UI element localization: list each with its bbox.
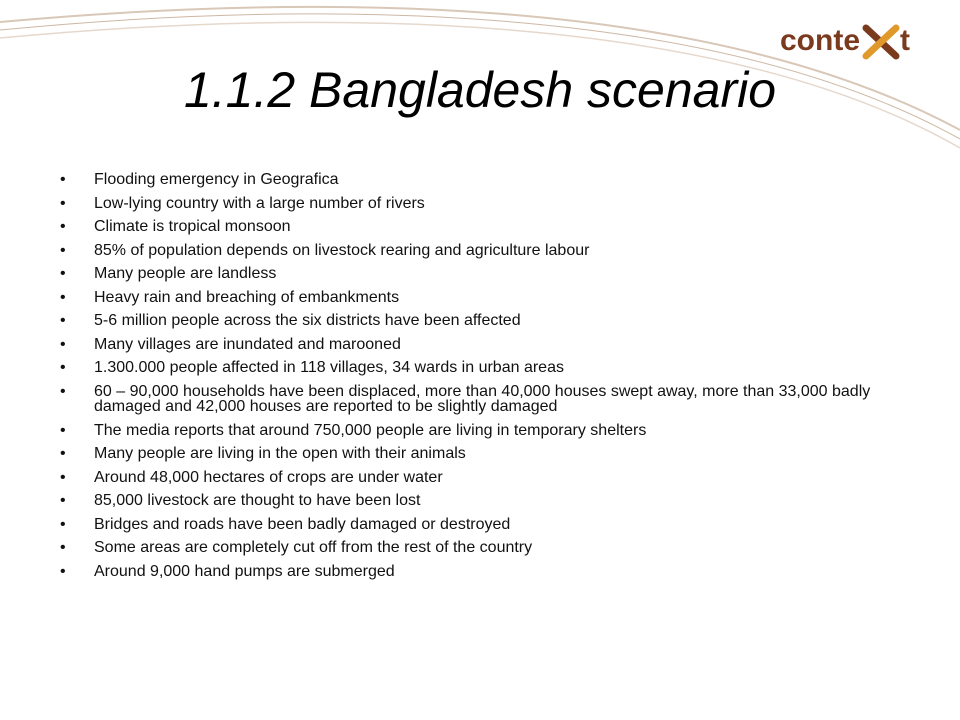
- bullet-dot: •: [60, 468, 66, 486]
- bullet-text: Bridges and roads have been badly damaged or destroyed: [94, 515, 511, 533]
- bullet-dot: •: [60, 515, 66, 533]
- bullet-text: 85% of population depends on livestock rearing and agriculture labour: [94, 241, 590, 259]
- bullet-item: [60, 540, 880, 556]
- bullet-dot: •: [60, 241, 66, 259]
- bullet-dot: •: [60, 335, 66, 353]
- bullet-item: [60, 470, 880, 486]
- bullet-item: [60, 313, 880, 329]
- bullet-dot: •: [60, 359, 66, 376]
- bullet-dot: •: [60, 421, 66, 439]
- bullet-dot: •: [60, 539, 66, 556]
- bullet-dot: •: [60, 382, 66, 400]
- bullet-item: [60, 360, 880, 376]
- bullet-text: 85,000 livestock are thought to have been lost: [94, 492, 421, 509]
- bullet-item: [60, 290, 880, 306]
- logo-text-conte: conte: [780, 24, 861, 57]
- slide-title: 1.1.2 Bangladesh scenario: [183, 62, 777, 118]
- bullet-item: [60, 219, 880, 235]
- bullet-text: Heavy rain and breaching of embankments: [94, 288, 400, 306]
- bullet-item: [60, 446, 880, 462]
- bullet-dot: •: [60, 218, 66, 235]
- bullet-text: Climate is tropical monsoon: [94, 218, 291, 235]
- bullet-text: Around 9,000 hand pumps are submerged: [94, 562, 395, 580]
- logo-text-t: t: [900, 24, 910, 57]
- bullet-text: Around 48,000 hectares of crops are under water: [94, 468, 443, 486]
- bullet-dot: •: [60, 492, 66, 509]
- bullet-item: [60, 517, 880, 533]
- bullet-dot: •: [60, 445, 66, 462]
- bullet-item: [60, 196, 880, 212]
- bullet-text: Many people are landless: [94, 265, 277, 282]
- bullet-item: [60, 384, 880, 415]
- bullet-text: Many people are living in the open with their animals: [94, 445, 466, 462]
- bullet-text: Some areas are completely cut off from the rest of the country: [94, 539, 533, 556]
- bullet-dot: •: [60, 312, 66, 329]
- bullet-item: [60, 564, 880, 580]
- bullet-list: [60, 172, 880, 587]
- bullet-dot: •: [60, 288, 66, 306]
- bullet-text: The media reports that around 750,000 people are living in temporary shelters: [94, 421, 647, 439]
- bullet-text: Flooding emergency in Geografica: [94, 171, 339, 188]
- bullet-text: 5-6 million people across the six districts have been affected: [94, 312, 521, 329]
- bullet-item: [60, 172, 880, 188]
- bullet-dot: •: [60, 171, 66, 188]
- bullet-text: Many villages are inundated and marooned: [94, 335, 401, 353]
- bullet-text: 1.300.000 people affected in 118 villages, 34 wards in urban areas: [94, 359, 564, 376]
- bullet-item: [60, 493, 880, 509]
- bullet-item: [60, 423, 880, 439]
- bullet-text: Low-lying country with a large number of rivers: [94, 194, 425, 212]
- bullet-dot: •: [60, 562, 66, 580]
- bullet-dot: •: [60, 194, 66, 212]
- logo-x-mark: [866, 28, 896, 56]
- bullet-text: 60 – 90,000 households have been displaced, more than 40,000 houses swept away, more than 33,000 badly damaged and 42,000 houses are reported to be slightly damaged: [94, 382, 871, 415]
- bullet-dot: •: [60, 265, 66, 282]
- bullet-item: [60, 243, 880, 259]
- bullet-item: [60, 337, 880, 353]
- bullet-item: [60, 266, 880, 282]
